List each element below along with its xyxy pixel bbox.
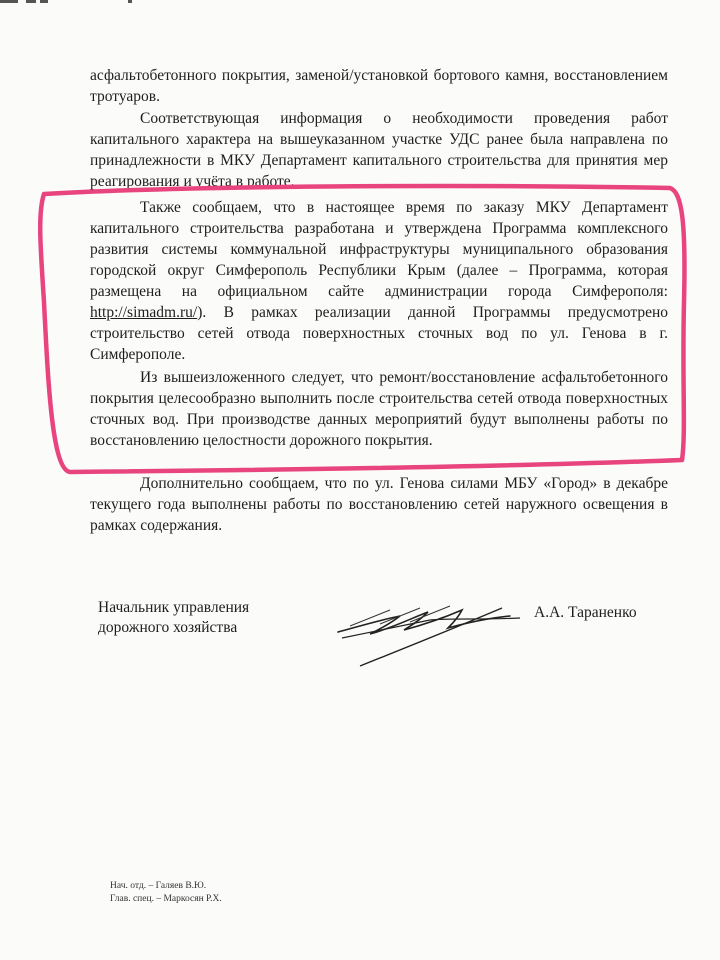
signature-position-line2: дорожного хозяйства — [98, 619, 238, 636]
signatory-name: А.А. Тараненко — [534, 604, 637, 621]
handwritten-signature — [330, 590, 530, 670]
footer-line-2: Глав. спец. – Маркосян Р.Х. — [110, 894, 222, 904]
signature-position — [98, 598, 249, 638]
program-site-link[interactable]: http://simadm.ru/ — [90, 304, 198, 321]
paragraph-info-sent: Соответствующая информация о необходимости проведения работ капитального характера на вышеуказанном участке УДС ранее была направлена по принадлежности в МКУ Департамент капитального строительства для принятия мер реагирования и учёта в работе. — [90, 110, 668, 190]
scan-edge-marks — [0, 0, 160, 8]
paragraph-conclusion: Из вышеизложенного следует, что ремонт/восстановление асфальтобетонного покрытия целесообразно выполнить после строительства сетей отвода поверхностных сточных вод. При производстве данных мероприятий будут выполнены работы по восстановлению целостности дорожного покрытия. — [90, 369, 668, 449]
program-text-start: Также сообщаем, что в настоящее время по заказу МКУ Департамент капитального строительства разработана и утверждена Программа комплексного развития системы коммунальной инфраструктуры муниципального образования городской округ Симферополь Республики Крым (далее – Программа, которая размещена на официальном сайте администрации города Симферополя: — [90, 199, 668, 300]
paragraph-additional: Дополнительно сообщаем, что по ул. Генова силами МБУ «Город» в декабре текущего года выполнены работы по восстановлению сетей наружного освещения в рамках содержания. — [90, 475, 668, 534]
program-text-end: ). В рамках реализации данной Программы предусмотрено строительство сетей отвода поверхностных сточных вод по ул. Генова в г. Симферополе. — [90, 304, 668, 363]
signature-position-line1: Начальник управления — [98, 599, 250, 616]
footer-line-1: Нач. отд. – Галяев В.Ю. — [110, 881, 207, 891]
paragraph-asphalt-end: асфальтобетонного покрытия, заменой/установкой бортового камня, восстановлением тротуаров. — [90, 67, 668, 105]
footer-executors — [110, 880, 222, 906]
paragraph-program — [90, 197, 668, 365]
